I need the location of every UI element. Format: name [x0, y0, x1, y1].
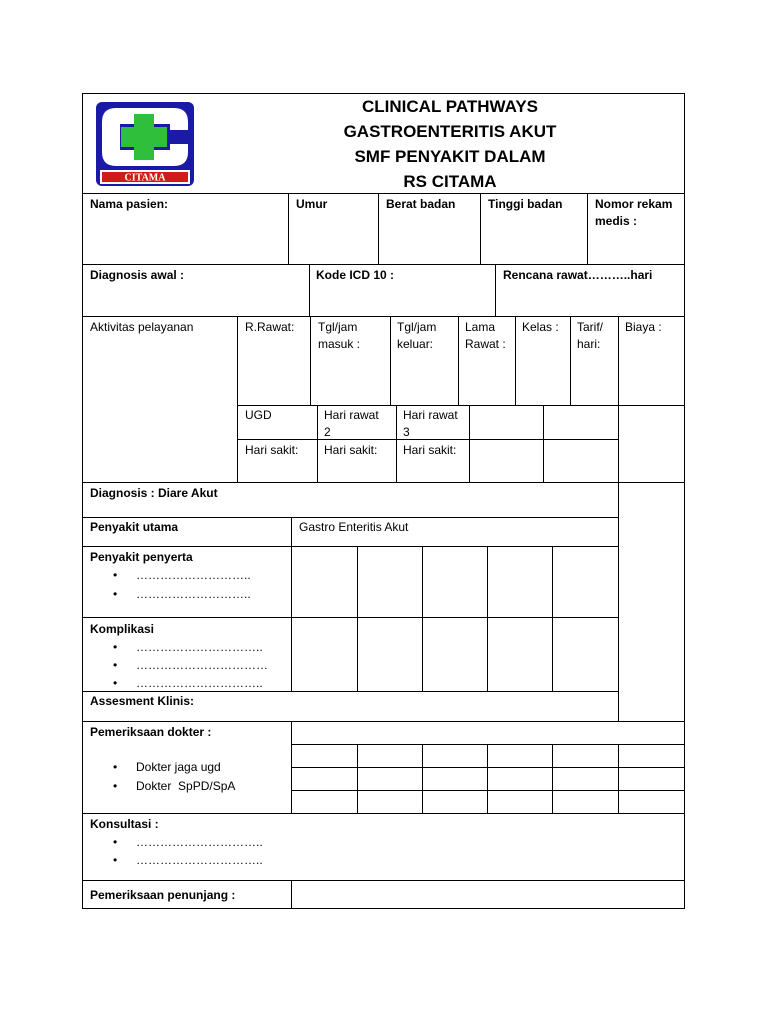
label-tarif-2: hari: — [577, 337, 601, 351]
dokter-item-1: Dokter jaga ugd — [136, 760, 221, 774]
rule-dokter-1 — [291, 744, 685, 745]
vline-act-3 — [458, 316, 459, 405]
label-tgl-keluar-1: Tgl/jam — [397, 320, 437, 334]
vline-dok-0 — [291, 721, 292, 813]
label-aktivitas: Aktivitas pelayanan — [90, 320, 194, 334]
rule-header — [82, 193, 685, 194]
label-nama-pasien: Nama pasien: — [90, 197, 169, 211]
vline-act-label — [237, 316, 238, 482]
logo-text: CITAMA — [124, 172, 166, 184]
vline-act-b4 — [543, 405, 544, 482]
label-ugd: UGD — [245, 408, 272, 422]
vline-act-5 — [570, 316, 571, 405]
dokter-item-2: Dokter SpPD/SpA — [136, 779, 236, 793]
label-umur: Umur — [296, 197, 328, 211]
label-kelas: Kelas : — [522, 320, 559, 334]
label-pemeriksaan-penunjang: Pemeriksaan penunjang : — [90, 888, 236, 902]
title-line-2: GASTROENTERITIS AKUT — [343, 122, 557, 141]
vline-utama — [291, 517, 292, 546]
penyerta-item-2: ……………………….. — [136, 587, 251, 601]
vline-patient-2 — [378, 193, 379, 264]
label-hari-rawat-3a: Hari rawat — [403, 408, 458, 422]
label-penyakit-utama: Penyakit utama — [90, 520, 179, 534]
rule-penyakit-utama — [82, 546, 618, 547]
label-komplikasi: Komplikasi — [90, 622, 155, 636]
konsultasi-item-2: ………………………….. — [136, 853, 263, 867]
rule-penyerta — [82, 617, 618, 618]
komplikasi-item-1: ………………………….. — [136, 640, 263, 654]
vline-act-b1 — [317, 405, 318, 482]
label-kode-icd: Kode ICD 10 : — [316, 268, 395, 282]
vline-act-b2 — [396, 405, 397, 482]
vline-right-inner — [618, 316, 619, 721]
rule-activity-end — [82, 482, 685, 483]
label-konsultasi: Konsultasi : — [90, 817, 159, 831]
title-line-4: RS CITAMA — [403, 172, 497, 191]
label-nomor-rekam-2: medis : — [595, 214, 638, 228]
bullet-icon: • — [113, 835, 118, 849]
label-hari-sakit-3: Hari sakit: — [403, 443, 457, 457]
vline-dok-2 — [422, 744, 423, 813]
vline-grid-3 — [422, 546, 423, 691]
rule-diagnosis-awal — [82, 316, 685, 317]
label-pemeriksaan-dokter: Pemeriksaan dokter : — [90, 725, 212, 739]
rule-patient — [82, 264, 685, 265]
value-penyakit-utama: Gastro Enteritis Akut — [299, 520, 409, 534]
label-tgl-masuk-1: Tgl/jam — [318, 320, 358, 334]
label-tgl-masuk-2: masuk : — [318, 337, 361, 351]
vline-penunjang — [291, 880, 292, 909]
rule-dokter-end — [82, 813, 685, 814]
bullet-icon: • — [113, 587, 118, 601]
label-tarif-1: Tarif/ — [577, 320, 604, 334]
vline-grid-2 — [357, 546, 358, 691]
label-assesment-klinis: Assesment Klinis: — [90, 694, 195, 708]
vline-patient-3 — [480, 193, 481, 264]
vline-act-4 — [515, 316, 516, 405]
vline-dok-3 — [487, 744, 488, 813]
bullet-icon: • — [113, 779, 118, 793]
vline-patient-4 — [587, 193, 588, 264]
vline-act-2 — [390, 316, 391, 405]
vline-grid-1 — [291, 546, 292, 691]
label-berat-badan: Berat badan — [386, 197, 456, 211]
label-hari-rawat-2a: Hari rawat — [324, 408, 379, 422]
penyerta-item-1: ……………………….. — [136, 568, 251, 582]
vline-patient-1 — [288, 193, 289, 264]
label-lama-2: Rawat : — [465, 337, 506, 351]
label-nomor-rekam-1: Nomor rekam — [595, 197, 673, 211]
label-biaya: Biaya : — [625, 320, 662, 334]
label-tgl-keluar-2: keluar: — [397, 337, 434, 351]
label-hari-sakit-1: Hari sakit: — [245, 443, 299, 457]
komplikasi-item-2: …………………………… — [136, 658, 268, 672]
bullet-icon: • — [113, 853, 118, 867]
vline-grid-5 — [552, 546, 553, 691]
komplikasi-item-3: ………………………….. — [136, 676, 263, 690]
vline-dok-5 — [618, 744, 619, 813]
label-lama-1: Lama — [465, 320, 496, 334]
vline-grid-4 — [487, 546, 488, 691]
label-hari-sakit-2: Hari sakit: — [324, 443, 378, 457]
label-rencana-rawat: Rencana rawat………..hari — [503, 268, 653, 282]
title-line-1: CLINICAL PATHWAYS — [362, 97, 538, 116]
vline-dxawal-2 — [495, 264, 496, 316]
rule-activity-2 — [237, 439, 618, 440]
label-tinggi-badan: Tinggi badan — [488, 197, 563, 211]
label-hari-rawat-2b: 2 — [324, 425, 331, 439]
label-hari-rawat-3b: 3 — [403, 425, 410, 439]
vline-act-1 — [310, 316, 311, 405]
vline-act-b3 — [469, 405, 470, 482]
vline-dok-1 — [357, 744, 358, 813]
label-rrawat: R.Rawat: — [245, 320, 295, 334]
label-diagnosis-awal: Diagnosis awal : — [90, 268, 185, 282]
vline-dxawal-1 — [309, 264, 310, 316]
label-penyakit-penyerta: Penyakit penyerta — [90, 550, 193, 564]
rule-assesment — [82, 721, 685, 722]
bullet-icon: • — [113, 568, 118, 582]
bullet-icon: • — [113, 640, 118, 654]
bullet-icon: • — [113, 658, 118, 672]
rule-dokter-3 — [291, 790, 685, 791]
label-diagnosis: Diagnosis : Diare Akut — [90, 486, 218, 500]
rule-dokter-2 — [291, 767, 685, 768]
konsultasi-item-1: ………………………….. — [136, 835, 263, 849]
bullet-icon: • — [113, 676, 118, 690]
rule-konsultasi — [82, 880, 685, 881]
title-line-3: SMF PENYAKIT DALAM — [354, 147, 546, 166]
vline-dok-4 — [552, 744, 553, 813]
bullet-icon: • — [113, 760, 118, 774]
